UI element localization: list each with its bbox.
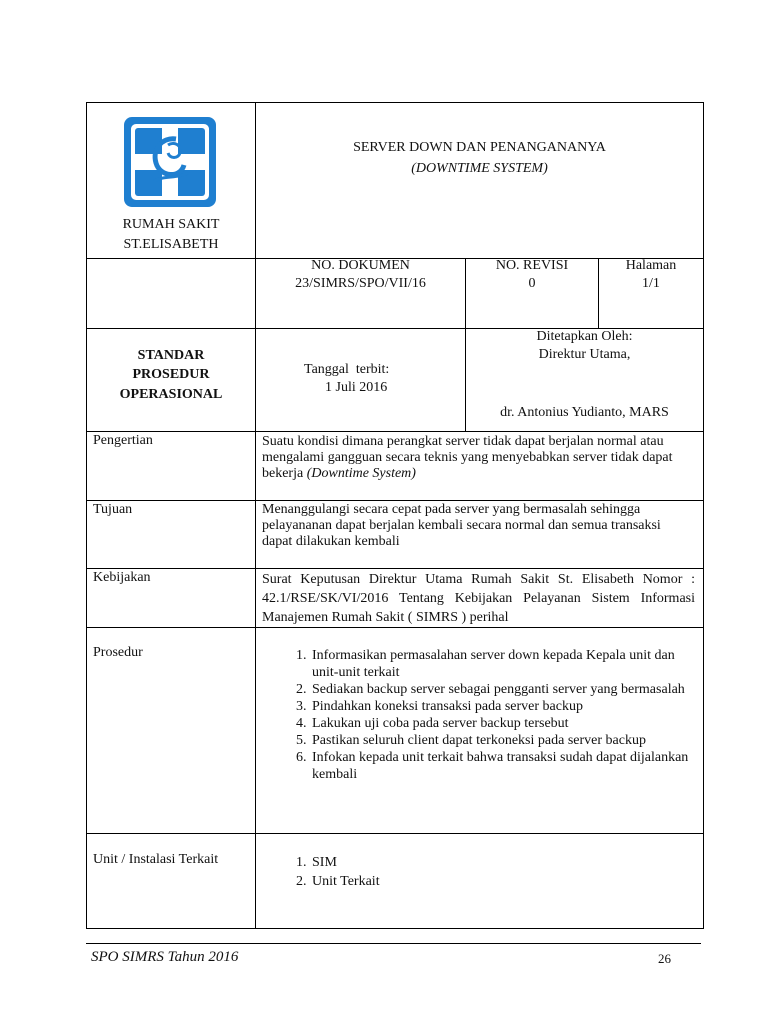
list-item: 2. Sediakan backup server sebagai pengganti server yang bermasalah <box>310 681 694 698</box>
hospital-name: RUMAH SAKIT <box>122 217 220 232</box>
prosedur-list <box>262 647 694 783</box>
list-item: 1. Informasikan permasalahan server down kepada Kepala unit dan unit-unit terkait <box>310 647 694 681</box>
doc-subtitle: (DOWNTIME SYSTEM) <box>411 161 548 176</box>
tujuan-label: Tujuan <box>93 502 133 517</box>
tanggal-label: Tanggal terbit: <box>304 362 390 377</box>
no-revisi-value: 0 <box>528 276 536 291</box>
list-item: 5. Pastikan seluruh client dapat terkoneksi pada server backup <box>310 732 694 749</box>
page-number: 26 <box>658 951 671 966</box>
spo-line3: OPERASIONAL <box>119 387 223 402</box>
no-dokumen-value: 23/SIMRS/SPO/VII/16 <box>295 276 426 291</box>
spo-line2: PROSEDUR <box>132 367 210 382</box>
pengertian-text <box>262 434 682 482</box>
tujuan-text: Menanggulangi secara cepat pada server yang bermasalah sehingga pelayananan dapat berjalan kembali secara normal dan semua transaksi dapat dilakukan kembali <box>262 502 661 549</box>
list-item: 6. Infokan kepada unit terkait bahwa transaksi sudah dapat dijalankan kembali <box>310 749 694 783</box>
no-dokumen-label: NO. DOKUMEN <box>311 258 410 273</box>
doc-title: SERVER DOWN DAN PENANGANANYA <box>353 140 606 155</box>
pengertian-italic: (Downtime System) <box>306 466 416 481</box>
row-divider <box>86 568 704 569</box>
unit-label: Unit / Instalasi Terkait <box>93 852 219 867</box>
prosedur-list-wrapper <box>262 647 694 783</box>
ditetapkan-role: Direktur Utama, <box>538 347 631 362</box>
list-item: 4. Lakukan uji coba pada server backup tersebut <box>310 715 694 732</box>
halaman-label: Halaman <box>625 258 677 273</box>
tanggal-value: 1 Juli 2016 <box>325 380 388 395</box>
ditetapkan-label: Ditetapkan Oleh: <box>536 329 633 344</box>
unit-list <box>262 853 694 891</box>
row-divider <box>86 627 704 628</box>
cross-logo-icon <box>124 117 216 207</box>
prosedur-label: Prosedur <box>93 645 143 660</box>
hospital-sub: ST.ELISABETH <box>123 237 219 252</box>
unit-list-wrapper <box>262 853 694 891</box>
kebijakan-text: Surat Keputusan Direktur Utama Rumah Sakit St. Elisabeth Nomor : 42.1/RSE/SK/VI/2016 Tentang Kebijakan Pelayanan Sistem Informasi Manajemen Rumah Sakit ( SIMRS ) perihal <box>262 572 695 625</box>
list-item: 2. Unit Terkait <box>310 872 694 891</box>
pengertian-body: Suatu kondisi dimana perangkat server tidak dapat berjalan normal atau mengalami gangguan secara teknis yang menyebabkan server tidak dapat bekerja <box>262 434 673 481</box>
footer-title: SPO SIMRS Tahun 2016 <box>91 949 239 965</box>
hospital-logo <box>124 117 216 207</box>
row-divider <box>86 833 704 834</box>
ditetapkan-name: dr. Antonius Yudianto, MARS <box>500 405 669 420</box>
kebijakan-label: Kebijakan <box>93 570 151 585</box>
spo-line1: STANDAR <box>137 348 205 363</box>
footer-rule <box>86 943 701 944</box>
list-item: 1. SIM <box>310 853 694 872</box>
column-divider <box>255 102 256 929</box>
table-top-border <box>86 102 704 103</box>
no-revisi-label: NO. REVISI <box>495 258 569 273</box>
table-right-border <box>703 102 704 929</box>
list-item: 3. Pindahkan koneksi transaksi pada server backup <box>310 698 694 715</box>
row-divider <box>86 431 704 432</box>
row-divider <box>86 500 704 501</box>
table-bottom-border <box>86 928 704 929</box>
halaman-value: 1/1 <box>642 276 660 291</box>
pengertian-label: Pengertian <box>93 433 153 448</box>
